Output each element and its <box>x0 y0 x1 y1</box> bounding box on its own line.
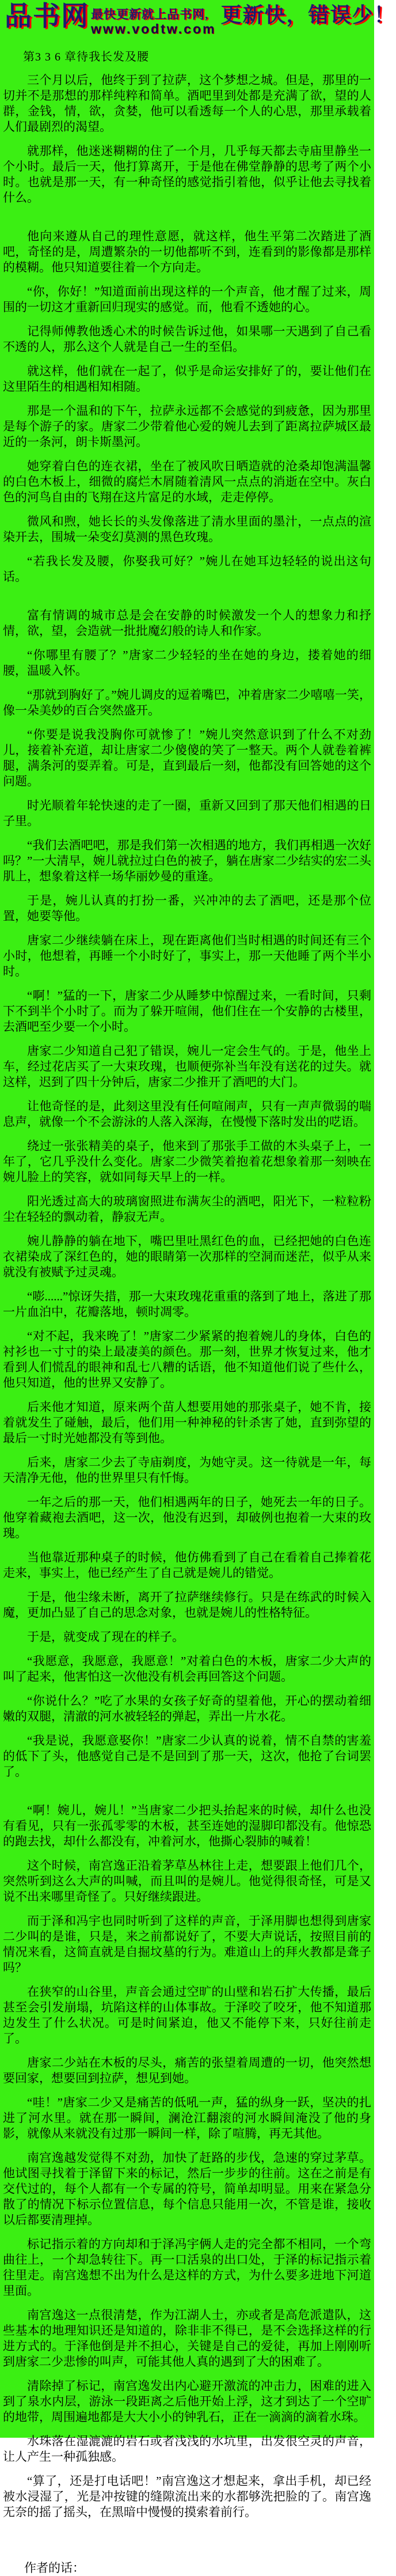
paragraph: 后来他才知道，原来两个苗人想要用她的那张桌子，她不肯，接着就发生了碰触，最后，他们用一种神秘的针杀害了她，直到弥望的最后一寸时光她都没有等到他。 <box>3 1400 371 1445</box>
paragraph: 记得师傅教他透心术的时候告诉过他，如果哪一天遇到了自己看不透的人，那么这个人就是自己一生的至侣。 <box>3 324 371 354</box>
paragraph: 在狭窄的山谷里，声音会通过空旷的山壁和岩石扩大传播，最后甚至会引发崩塌，坑陷这样的山体事故。于泽咬了咬牙，他不知道那边发生了什么状况。可是时间紧迫，他又不能停下来，只好往前走了。 <box>3 1985 371 2045</box>
paragraph: “你，你好！”知道面前出现这样的一个声音，他才醒了过来，周围的一切这才重新回归现实的感觉。而，他看不透她的心。 <box>3 285 371 314</box>
site-url-link[interactable]: www.vodtw.com <box>91 21 216 36</box>
author-note-label: 作者的话： <box>24 2561 85 2575</box>
chapter-title: 第3 3 6 章待我长发及腰 <box>23 51 149 63</box>
paragraph: 南宫逸越发觉得不对劲，加快了赶路的步伐，急速的穿过茅草。他试图寻找着于泽留下来的标记，然后一步步的往前。这在之前是有交代过的，每个人都有一个专属的符号，简单却明显。用来在紧急分散了的情况下标示位置信息，每个信息只能用一次，不管是谁，接收以后都要清理掉。 <box>3 2151 371 2227</box>
paragraph: 她穿着白色的连衣裙，坐在了被风吹日晒造就的沧桑却饱满温馨的白色木板上，细微的腐烂木屑随着清风一点点的消逝在空中。灰白色的河鸟自由的飞翔在这片富足的水域，走走停停。 <box>3 459 371 504</box>
paragraph: “那就到胸好了。”婉儿调皮的逗着嘴巴，冲着唐家二少嘻嘻一笑，像一朵美妙的百合突然盛开。 <box>3 688 371 717</box>
paragraph: 微风和煦，她长长的头发像落进了清水里面的墨汁，一点点的渲染开去，围城一朵变幻莫测的黑色玫瑰。 <box>3 515 371 544</box>
paragraph: 于是，婉儿认真的打扮一番，兴冲冲的去了酒吧，还是那个位置，她要等他。 <box>3 894 371 923</box>
paragraph: “若我长发及腰，你娶我可好？”婉儿在她耳边轻轻的说出这句话。 <box>3 554 371 584</box>
site-header <box>0 0 396 36</box>
paragraph: “我们去酒吧吧，那是我们第一次相遇的地方，我们再相遇一次好吗？”一大清早，婉儿就拉过白色的被子，躺在唐家二少结实的宏二头肌上，想象着这样一场华丽妙曼的重逢。 <box>3 838 371 883</box>
paragraph: 就这样，他们就在一起了，似乎是命运安排好了的，要让他们在这里陌生的相遇相知相随。 <box>3 364 371 394</box>
paragraph: 婉儿静静的躺在地下，嘴巴里吐黑红色的血，已经把她的白色连衣裙染成了深红色的，她的眼睛第一次那样的空洞而迷茫，似乎从来就没有被赋予过灵魂。 <box>3 1234 371 1279</box>
paragraph: “对不起，我来晚了！”唐家二少紧紧的抱着婉儿的身体，白色的衬衫也一寸寸的染上最凄美的颜色。那一刻，世界才恢复过来，他才看到人们慌乱的眼神和乱七八糟的话语，他不知道他们说了些什么，他只知道，他的世界又安静了。 <box>3 1329 371 1390</box>
paragraph: 唐家二少知道自己犯了错误，婉儿一定会生气的。于是，他坐上车，经过花店买了一大束玫瑰，也顺便弥补当年没有送花的过失。就这样，迟到了四十分钟后，唐家二少推开了酒吧的大门。 <box>3 1044 371 1089</box>
paragraph: 清除掉了标记，南宫逸发出内心避开激流的冲击力，困难的进入到了泉水内层，游泳一段距离之后他开始上浮，这才到达了一个空旷的地带，周围遍地都是大大小小的钟乳石，正在一滴滴的滴着水珠。 <box>3 2379 371 2424</box>
paragraph: 他向来遵从自己的理性意愿，就这样，他生平第二次踏进了酒吧，奇怪的是，周遭繁杂的一切他都听不到，连看到的影像都是那样的模糊。他只知道要往着一个方向走。 <box>3 229 371 274</box>
paragraph: “嘭......”惊讶失措，那一大束玫瑰花重重的落到了地上，落进了那一片血泊中，花瓣落地，顿时凋零。 <box>3 1289 371 1319</box>
paragraph: 水珠落在湿漉漉的岩石或者浅浅的水坑里，出发很空灵的声音，让人产生一种孤独感。 <box>3 2434 371 2464</box>
paragraph: “你要是说我没胸你可就惨了！”婉儿突然意识到了什么不对劲儿，接着补充道，却让唐家二少傻傻的笑了一整天。两个人就卷着裤腿，满条河的耍弄着。可是，直到最后一刻，他都没有回答她的这个问题。 <box>3 728 371 788</box>
paragraph: “你哪里有腰了？”唐家二少轻轻的坐在她的身边，搂着她的细腰，温暖入怀。 <box>3 648 371 678</box>
paragraph: 唐家二少继续躺在床上，现在距离他们当时相遇的时间还有三个小时，他想着，再睡一个小时好了，事实上，那一天他睡了两个半小时。 <box>3 933 371 978</box>
paragraph: “我是说，我愿意娶你！”唐家二少认真的说着，情不自禁的害羞的低下了头，他感觉自己是不是回到了那一天，这次，他抢了台词罢了。 <box>3 1734 371 1779</box>
paragraph: 那是一个温和的下午，拉萨永远都不会感觉的到疲惫，因为那里是每个游子的家。唐家二少带着他心爱的婉儿去到了距离拉萨城区最近的一条河，朗卡斯墨河。 <box>3 404 371 449</box>
chapter-content <box>0 73 374 2520</box>
paragraph: 后来，唐家二少去了寺庙剃度，为她守灵。这一待就是一年，每天清净无他，他的世界里只有忏悔。 <box>3 1455 371 1485</box>
paragraph: 时光顺着年轮快速的走了一圈，重新又回到了那天他们相遇的日子里。 <box>3 799 371 828</box>
site-slogan: 更新快，错误少！ <box>220 3 396 27</box>
paragraph: 让他奇怪的是，此刻这里没有任何喧闹声，只有一声声微弱的喘息声，就像一个不会游泳的人落入深海，在慢慢下落时发出的呓语。 <box>3 1099 371 1129</box>
paragraph: 绕过一张张精美的桌子，他来到了那张手工做的木头桌子上，一年了，它几乎没什么变化。唐家二少微笑着抱着花想象着那一刻映在婉儿脸上的笑容，就如同每天早上的一样。 <box>3 1139 371 1184</box>
paragraph: 南宫逸这一点很清楚，作为江湖人士，亦或者是高危派遣队，这些基本的地理知识还是知道的，除非非不得已，是不会选择这样的行进方式的。于泽他倒是并不担心，关键是自己的爱徒，再加上刚刚听到唐家二少悲惨的叫声，可能其他人真的遇到了大的困难了。 <box>3 2308 371 2369</box>
paragraph: 这个时候，南宫逸正沿着茅草丛林往上走，想要跟上他们几个，突然听到这么大声的叫喊，而且叫的是婉儿。他觉得很奇怪，可是又说不出来哪里奇怪了。只好继续跟进。 <box>3 1859 371 1904</box>
paragraph: 标记指示着的方向却和于泽冯宇俩人走的完全都不相同，一个弯曲往上，一个却急转往下。再一口活泉的出口处，于泽的标记指示着往里走。南宫逸想不出为什么是这样的方式，为什么要多进地下河道里面。 <box>3 2237 371 2298</box>
paragraph: 一年之后的那一天，他们相遇两年的日子，她死去一年的日子。他穿着藏袍去酒吧，这一次，他没有迟到，却破例也抱着一大束的玫瑰。 <box>3 1495 371 1540</box>
paragraph: 唐家二少站在木板的尽头，痛苦的张望着周遭的一切，他突然想要回家，想要回到拉萨，想见到她。 <box>3 2056 371 2085</box>
paragraph: “啊！婉儿，婉儿！”当唐家二少把头抬起来的时候，却什么也没有看见，只有一张孤零零的木板，甚至连她的湿脚印都没有。他惊恐的跑去找，却什么都没有，冲着河水，他撕心裂肺的喊着！ <box>3 1803 371 1848</box>
paragraph: 阳光透过高大的玻璃窗照进布满灰尘的酒吧，阳光下，一粒粒粉尘在轻轻的飘动着，静寂无声。 <box>3 1194 371 1224</box>
paragraph: 三个月以后，他终于到了拉萨，这个梦想之城。但是，那里的一切并不是那想的那样纯粹和简单。酒吧里到处都是充满了欲，望的人群，金钱，情，欲，贪婪，他可以看透每一个人的心思，那里承载着人们最剧烈的渴望。 <box>3 73 371 134</box>
site-tagline: 最快更新就上品书网, <box>91 7 209 21</box>
paragraph: “我愿意，我愿意，我愿意！”对着白色的木板，唐家二少大声的叫了起来，他害怕这一次他没有机会再回答这个问题。 <box>3 1654 371 1684</box>
paragraph: 富有情调的城市总是会在安静的时候激发一个人的想象力和抒情，欲，望，会造就一批批魔幻般的诗人和作家。 <box>3 608 371 638</box>
paragraph: 于是，就变成了现在的样子。 <box>27 1630 184 1644</box>
paragraph: 而于泽和冯宇也同时听到了这样的声音，于泽用脚也想得到唐家二少叫的是谁，只是，来之前都说好了，不要大声说话，按照目前的情况来看，这简直就是自掘坟墓的行为。难道山上的拜火教都是聋子吗？ <box>3 1914 371 1974</box>
paragraph: 于是，他尘缘未断，离开了拉萨继续修行。只是在练武的时候入魔，更加凸显了自己的思念对象，也就是婉儿的性格特征。 <box>3 1590 371 1620</box>
paragraph: “啊！”猛的一下，唐家二少从睡梦中惊醒过来，一看时间，只剩下不到半个小时了。而为了躲开喧闹，他们住在一个安静的古楼里，去酒吧至少要一个小时。 <box>3 989 371 1034</box>
site-logo[interactable]: 品书网 <box>5 2 89 32</box>
paragraph: “哇！”唐家二少又是痛苦的低吼一声，猛的纵身一跃，坚决的扎进了河水里。就在那一瞬间，澜沧江翻滚的河水瞬间淹没了他的身影，就像从来就没有过那一瞬间一样，除了喧腾，再无其他。 <box>3 2095 371 2140</box>
header-tagline-block <box>91 5 216 36</box>
paragraph: “算了，还是打电话吧！”南宫逸这才想起来，拿出手机，却已经被水浸湿了，光是冲按键的缝隙流出来的水都够洗把脸的了。南宫逸无奈的摇了摇头，在黑暗中慢慢的摸索着前行。 <box>3 2474 371 2519</box>
paragraph: 当他靠近那种桌子的时候，他仿佛看到了自己在看着自己捧着花走来，事实上，他已经产生了自己就是婉儿的错觉。 <box>3 1550 371 1580</box>
paragraph: “你说什么？”吃了水果的女孩子好奇的望着他，开心的摆动着细嫩的双腿，清澈的河水被轻轻的弹起，弄出一片水花。 <box>3 1694 371 1723</box>
paragraph: 就那样，他迷迷糊糊的住了一个月，几乎每天都去寺庙里静坐一个小时。最后一天，他打算离开，于是他在佛堂静静的思考了两个小时。也就是那一天，有一种奇怪的感觉指引着他，似乎让他去寻找着什么。 <box>3 144 371 205</box>
